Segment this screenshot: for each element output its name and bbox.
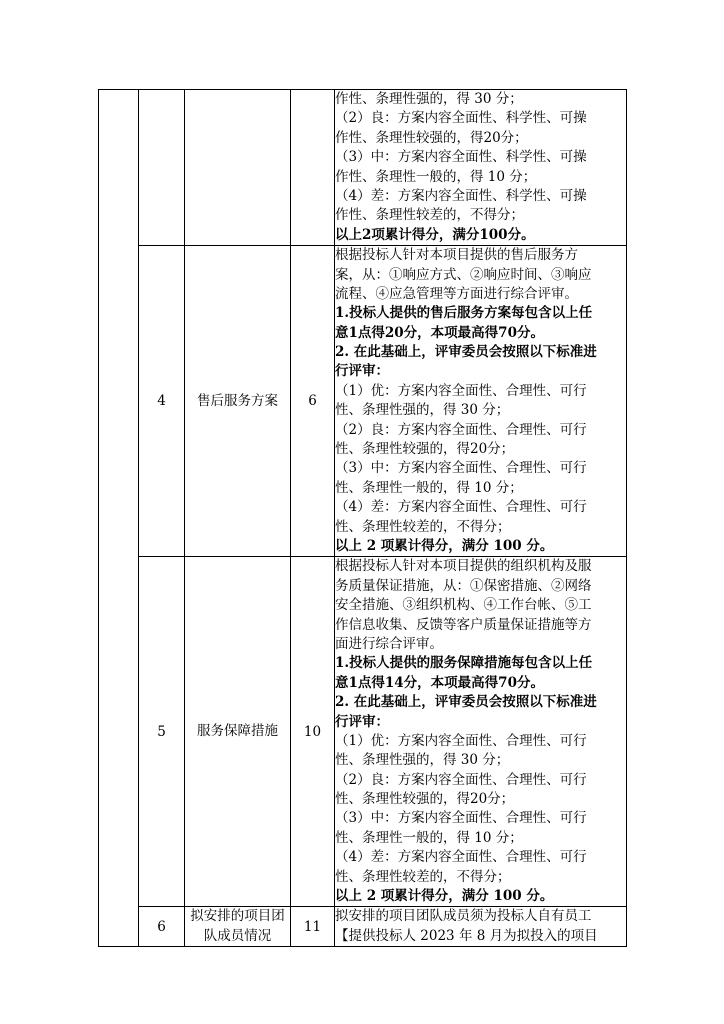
item-name-cell: 拟安排的项目团队成员情况 bbox=[185, 907, 291, 947]
criteria-line: 行评审： bbox=[335, 363, 389, 380]
criteria-line: 行评审： bbox=[335, 713, 389, 730]
criteria-line: 2. 在此基础上，评审委员会按照以下标准进 bbox=[335, 694, 597, 711]
table-row bbox=[99, 557, 627, 907]
table-row bbox=[99, 907, 627, 947]
criteria-line: 作性、条理性较强的，得20分； bbox=[335, 129, 528, 146]
criteria-line: 性、条理性较强的，得20分； bbox=[335, 791, 515, 808]
criteria-cell bbox=[335, 557, 627, 907]
criteria-cell bbox=[335, 246, 627, 557]
criteria-line: 根据投标人针对本项目提供的组织机构及服 bbox=[335, 558, 592, 575]
criteria-line: （4）差：方案内容全面性、合理性、可行 bbox=[335, 849, 587, 866]
criteria-line: 性、条理性较差的，不得分； bbox=[335, 868, 511, 885]
item-name-cell bbox=[185, 90, 291, 246]
criteria-line: 务质量保证措施，从：①保密措施、②网络 bbox=[335, 577, 592, 594]
criteria-line: 案，从：①响应方式、②响应时间、③响应 bbox=[335, 266, 592, 283]
criteria-line: （3）中：方案内容全面性、合理性、可行 bbox=[335, 460, 587, 477]
row-number-cell bbox=[139, 90, 185, 246]
table-row bbox=[99, 246, 627, 557]
category-cell bbox=[99, 90, 139, 947]
criteria-line: 意1点得14分，本项最高得70分。 bbox=[335, 674, 544, 691]
table-row bbox=[99, 90, 627, 246]
criteria-line: 作性、条理性强的，得 30 分； bbox=[335, 91, 523, 107]
criteria-line: （1）优：方案内容全面性、合理性、可行 bbox=[335, 732, 587, 749]
criteria-line: 安全措施、③组织机构、④工作台帐、⑤工 bbox=[335, 597, 592, 614]
criteria-line: （2）良：方案内容全面性、合理性、可行 bbox=[335, 771, 587, 788]
criteria-line: 以上 2 项累计得分，满分 100 分。 bbox=[335, 537, 554, 554]
criteria-line: 【提供投标人 2023 年 8 月为拟投入的项目 bbox=[335, 927, 598, 944]
criteria-line: （2）良：方案内容全面性、合理性、可行 bbox=[335, 421, 587, 438]
criteria-line: 以上 2 项累计得分，满分 100 分。 bbox=[335, 888, 554, 905]
criteria-line: 性、条理性强的，得 30 分； bbox=[335, 402, 510, 419]
criteria-line: 拟安排的项目团队成员须为投标人自有员工 bbox=[335, 908, 592, 925]
criteria-line: 性、条理性强的，得 30 分； bbox=[335, 752, 510, 769]
row-number-cell: 4 bbox=[139, 246, 185, 557]
criteria-line: （4）差：方案内容全面性、合理性、可行 bbox=[335, 499, 587, 516]
criteria-cell bbox=[335, 907, 627, 947]
points-cell: 11 bbox=[291, 907, 335, 947]
criteria-line: 1.投标人提供的服务保障措施每包含以上任 bbox=[335, 655, 593, 672]
criteria-line: 性、条理性一般的，得 10 分； bbox=[335, 479, 523, 496]
scoring-table bbox=[98, 89, 627, 947]
criteria-line: （1）优：方案内容全面性、合理性、可行 bbox=[335, 382, 587, 399]
criteria-line: 性、条理性一般的，得 10 分； bbox=[335, 829, 523, 846]
row-number-cell: 5 bbox=[139, 557, 185, 907]
criteria-line: （3）中：方案内容全面性、科学性、可操 bbox=[335, 149, 587, 166]
item-name-cell: 服务保障措施 bbox=[185, 557, 291, 907]
scoring-table-body bbox=[99, 90, 627, 947]
criteria-line: 作性、条理性一般的，得 10 分； bbox=[335, 168, 537, 185]
points-cell bbox=[291, 90, 335, 246]
item-name-cell: 售后服务方案 bbox=[185, 246, 291, 557]
criteria-line: 2. 在此基础上，评审委员会按照以下标准进 bbox=[335, 344, 597, 361]
criteria-line: 性、条理性较差的，不得分； bbox=[335, 518, 511, 535]
criteria-line: 作性、条理性较差的，不得分； bbox=[335, 207, 524, 224]
criteria-line: 流程、④应急管理等方面进行综合评审。 bbox=[335, 285, 578, 302]
criteria-line: 性、条理性较强的，得20分； bbox=[335, 441, 515, 458]
criteria-line: （4）差：方案内容全面性、科学性、可操 bbox=[335, 187, 587, 204]
criteria-line: （3）中：方案内容全面性、合理性、可行 bbox=[335, 810, 587, 827]
criteria-line: （2）良：方案内容全面性、科学性、可操 bbox=[335, 110, 587, 127]
row-number-cell: 6 bbox=[139, 907, 185, 947]
points-cell: 6 bbox=[291, 246, 335, 557]
points-cell: 10 bbox=[291, 557, 335, 907]
criteria-line: 意1点得20分，本项最高得70分。 bbox=[335, 324, 544, 341]
criteria-cell bbox=[335, 90, 627, 246]
criteria-line: 根据投标人针对本项目提供的售后服务方 bbox=[335, 247, 578, 264]
criteria-line: 以上2项累计得分，满分100分。 bbox=[335, 226, 535, 243]
criteria-line: 1.投标人提供的售后服务方案每包含以上任 bbox=[335, 305, 593, 322]
criteria-line: 面进行综合评审。 bbox=[335, 635, 443, 652]
criteria-line: 作信息收集、反馈等客户质量保证措施等方 bbox=[335, 616, 592, 633]
